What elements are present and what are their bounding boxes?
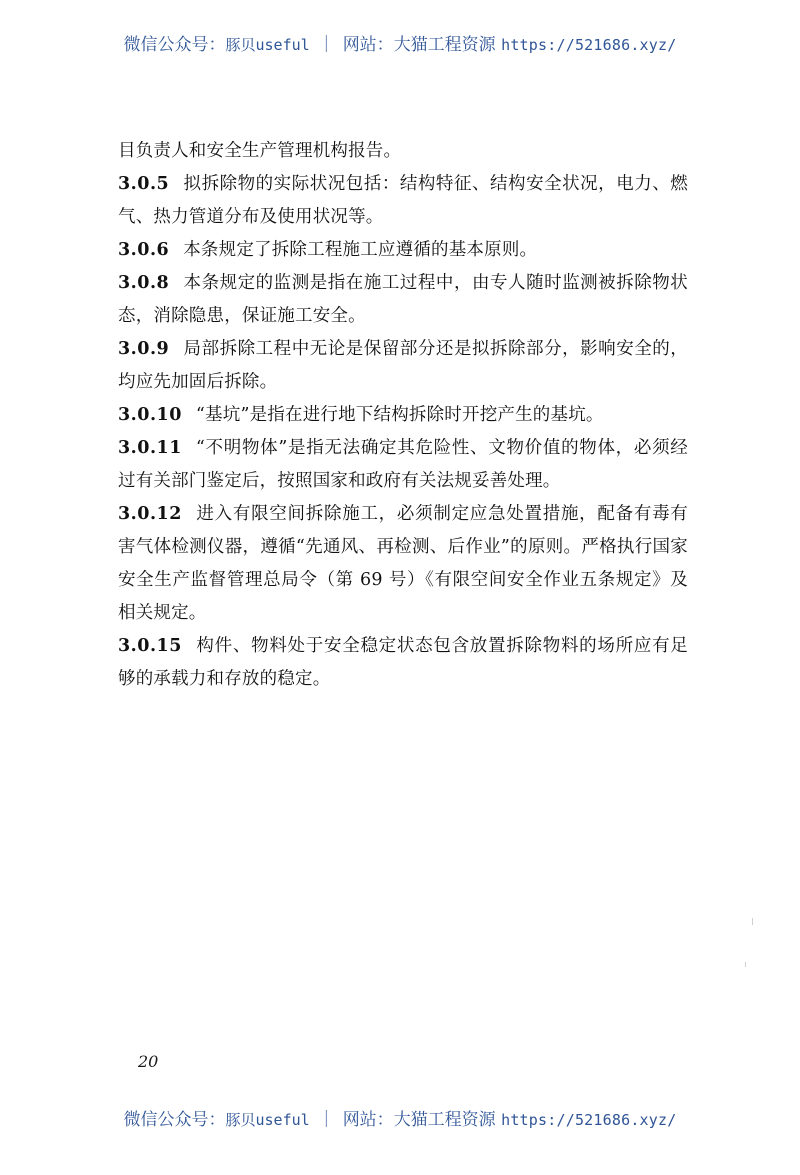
watermark-bottom [0,1105,800,1130]
watermark-site-name: 大猫工程资源 [393,1110,496,1130]
paragraph-text: 拟拆除物的实际状况包括：结构特征、结构安全状况，电力、燃气、热力管道分布及使用状况等。 [118,174,688,227]
paragraph-text: “基坑”是指在进行地下结构拆除时开挖产生的基坑。 [195,405,604,425]
watermark-wechat-label: 微信公众号： [123,35,226,55]
watermark-url[interactable]: https://521686.xyz/ [501,36,677,54]
watermark-top [0,30,800,55]
paragraph-text: 目负责人和安全生产管理机构报告。 [118,141,402,161]
paragraph-text: 进入有限空间拆除施工，必须制定应急处置措施，配备有毒有害气体检测仪器，遵循“先通风、再检测、后作业”的原则。严格执行国家安全生产监督管理总局令（第 69 号）《有限空间安全作业五条规定》及相关规定。 [118,504,688,623]
clause-number: 3.0.6 [118,240,170,260]
paragraph-3-0-8 [118,267,688,333]
clause-number: 3.0.10 [118,405,182,425]
clause-number: 3.0.9 [118,339,170,359]
watermark-site-name: 大猫工程资源 [393,35,496,55]
paragraph-3-0-6 [118,234,688,267]
paragraph-3-0-9 [118,333,688,399]
paragraph-text: 局部拆除工程中无论是保留部分还是拟拆除部分，影响安全的，均应先加固后拆除。 [118,339,688,392]
paragraph-3-0-5 [118,168,688,234]
clause-number: 3.0.12 [118,504,182,524]
paragraph-3-0-10 [118,399,688,432]
paragraph-3-0-11 [118,432,688,498]
watermark-wechat-label: 微信公众号： [123,1110,226,1130]
watermark-site-label: 网站： [342,1110,394,1130]
watermark-separator: ｜ [317,35,335,55]
watermark-account: 豚贝useful [225,1111,310,1129]
watermark-separator: ｜ [317,1110,335,1130]
clause-number: 3.0.15 [118,636,182,656]
scan-speckle [752,918,753,925]
paragraph-3-0-15 [118,630,688,696]
watermark-account: 豚贝useful [225,36,310,54]
paragraph-text: “不明物体”是指无法确定其危险性、文物价值的物体，必须经过有关部门鉴定后，按照国家和政府有关法规妥善处理。 [118,438,688,491]
paragraph-continuation [118,135,688,168]
watermark-url[interactable]: https://521686.xyz/ [501,1111,677,1129]
paragraph-3-0-12 [118,498,688,630]
scan-speckle [745,962,746,967]
paragraph-text: 构件、物料处于安全稳定状态包含放置拆除物料的场所应有足够的承载力和存放的稳定。 [118,636,688,689]
document-body [118,135,688,696]
clause-number: 3.0.11 [118,438,182,458]
clause-number: 3.0.8 [118,273,170,293]
clause-number: 3.0.5 [118,174,170,194]
paragraph-text: 本条规定了拆除工程施工应遵循的基本原则。 [183,240,538,260]
paragraph-text: 本条规定的监测是指在施工过程中，由专人随时监测被拆除物状态，消除隐患，保证施工安全。 [118,273,688,326]
watermark-site-label: 网站： [342,35,394,55]
page-number: 20 [138,1052,159,1071]
